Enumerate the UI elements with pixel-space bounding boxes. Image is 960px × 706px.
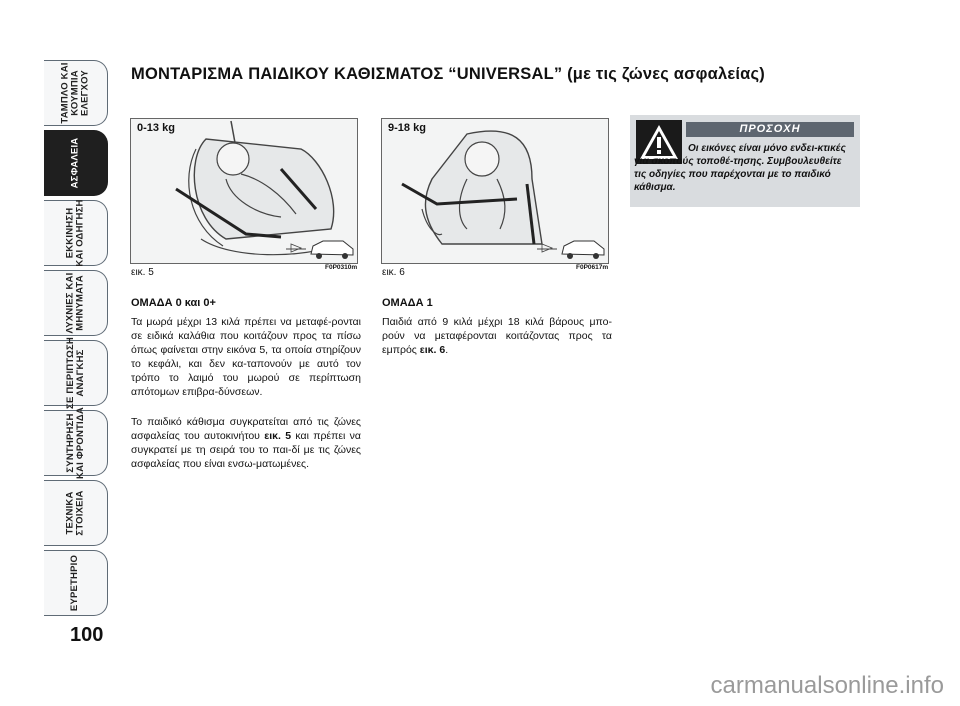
- figure-5-caption: εικ. 5: [131, 267, 154, 278]
- tab-maintenance-care[interactable]: [44, 407, 108, 479]
- tab-label: ΕΚΚΙΝΗΣΗ ΚΑΙ ΟΔΗΓΗΣΗ: [64, 199, 86, 267]
- tab-label: ΛΥΧΝΙΕΣ ΚΑΙ ΜΗΝΥΜΑΤΑ: [64, 272, 86, 334]
- rear-facing-seat-illustration: [131, 119, 358, 264]
- tab-index[interactable]: [44, 550, 108, 616]
- tab-technical-data[interactable]: [44, 480, 108, 546]
- text-run: Παιδιά από 9 κιλά μέχρι 18 κιλά βάρους μπο-ρούν να μεταφέρονται κοιτάζοντας προς τα εμπρός: [382, 316, 612, 356]
- tab-label: ΣΥΝΤΗΡΗΣΗ ΚΑΙ ΦΡΟΝΤΙΔΑ: [64, 407, 86, 479]
- text-run: Το παιδικό κάθισμα συγκρατείται από τις ζώνες ασφαλείας του αυτοκινήτου: [131, 416, 361, 442]
- tab-dashboard-controls[interactable]: [44, 60, 108, 126]
- warning-heading: ΠΡΟΣΟΧΗ: [686, 122, 854, 137]
- figure-5: [130, 118, 358, 264]
- watermark: carmanualsonline.info: [710, 672, 944, 699]
- page-title: ΜΟΝΤΑΡΙΣΜΑ ΠΑΙΔΙΚΟΥ ΚΑΘΙΣΜΑΤΟΣ “UNIVERSAL” (με τις ζώνες ασφαλείας): [131, 65, 765, 83]
- figure-weight-label: 9-18 kg: [388, 122, 426, 134]
- tab-emergency[interactable]: [44, 337, 108, 409]
- tab-label: ΑΣΦΑΛΕΙΑ: [69, 137, 81, 189]
- group-1-paragraph: [382, 315, 612, 357]
- text-run: και πρέπει να συγκρατεί με τη σειρά του το παι-δί με τις ζώνες ασφαλείας που είναι ενσω-ματωμένες.: [131, 430, 361, 470]
- tab-label: ΕΥΡΕΤΗΡΙΟ: [69, 554, 81, 612]
- tab-label: ΣΕ ΠΕΡΙΠΤΩΣΗ ΑΝΑΓΚΗΣ: [64, 337, 86, 409]
- figure-5-code: F0P0310m: [325, 264, 358, 271]
- warning-text: Οι εικόνες είναι μόνο ενδει-κτικές για σκοπούς τοποθέ-τησης. Συμβουλευθείτε τις οδηγίες που παρέχονται με το παιδικό κάθισμα.: [634, 143, 846, 193]
- group-0-paragraph-2: [131, 415, 361, 471]
- tab-safety[interactable]: [44, 130, 108, 196]
- tab-lamps-messages[interactable]: [44, 270, 108, 336]
- warning-box: [630, 115, 860, 207]
- group-1-heading: ΟΜΑΔΑ 1: [382, 297, 433, 309]
- figure-6-caption: εικ. 6: [382, 267, 405, 278]
- group-0-paragraph-1: Τα μωρά μέχρι 13 κιλά πρέπει να μεταφέ-ρονται σε ειδικά καλάθια που κοιτάζουν προς τα πίσω όπως φαίνεται στην εικόνα 5, τα οποία στηρίζουν το κεφάλι, και δεν κα-ταπονούν με αυτό τον τρόπο το λαιμό του μωρού σε περίπτωση απότομων επιβρα-δύνσεων.: [131, 316, 361, 398]
- page-number: 100: [70, 624, 104, 646]
- figure-reference: εικ. 6: [419, 344, 446, 356]
- figure-weight-label: 0-13 kg: [137, 122, 175, 134]
- tab-label: ΤΕΧΝΙΚΑ ΣΤΟΙΧΕΙΑ: [64, 490, 86, 536]
- text-run: .: [445, 344, 449, 356]
- group-0-heading: ΟΜΑΔΑ 0 και 0+: [131, 297, 216, 309]
- tab-label: ΤΑΜΠΛΟ ΚΑΙ ΚΟΥΜΠΙΑ ΕΛΕΓΧΟΥ: [59, 62, 91, 124]
- forward-facing-seat-illustration: [382, 119, 609, 264]
- figure-reference: εικ. 5: [264, 430, 292, 442]
- figure-6: [381, 118, 609, 264]
- tab-starting-driving[interactable]: [44, 200, 108, 266]
- figure-6-code: F0P0617m: [576, 264, 609, 271]
